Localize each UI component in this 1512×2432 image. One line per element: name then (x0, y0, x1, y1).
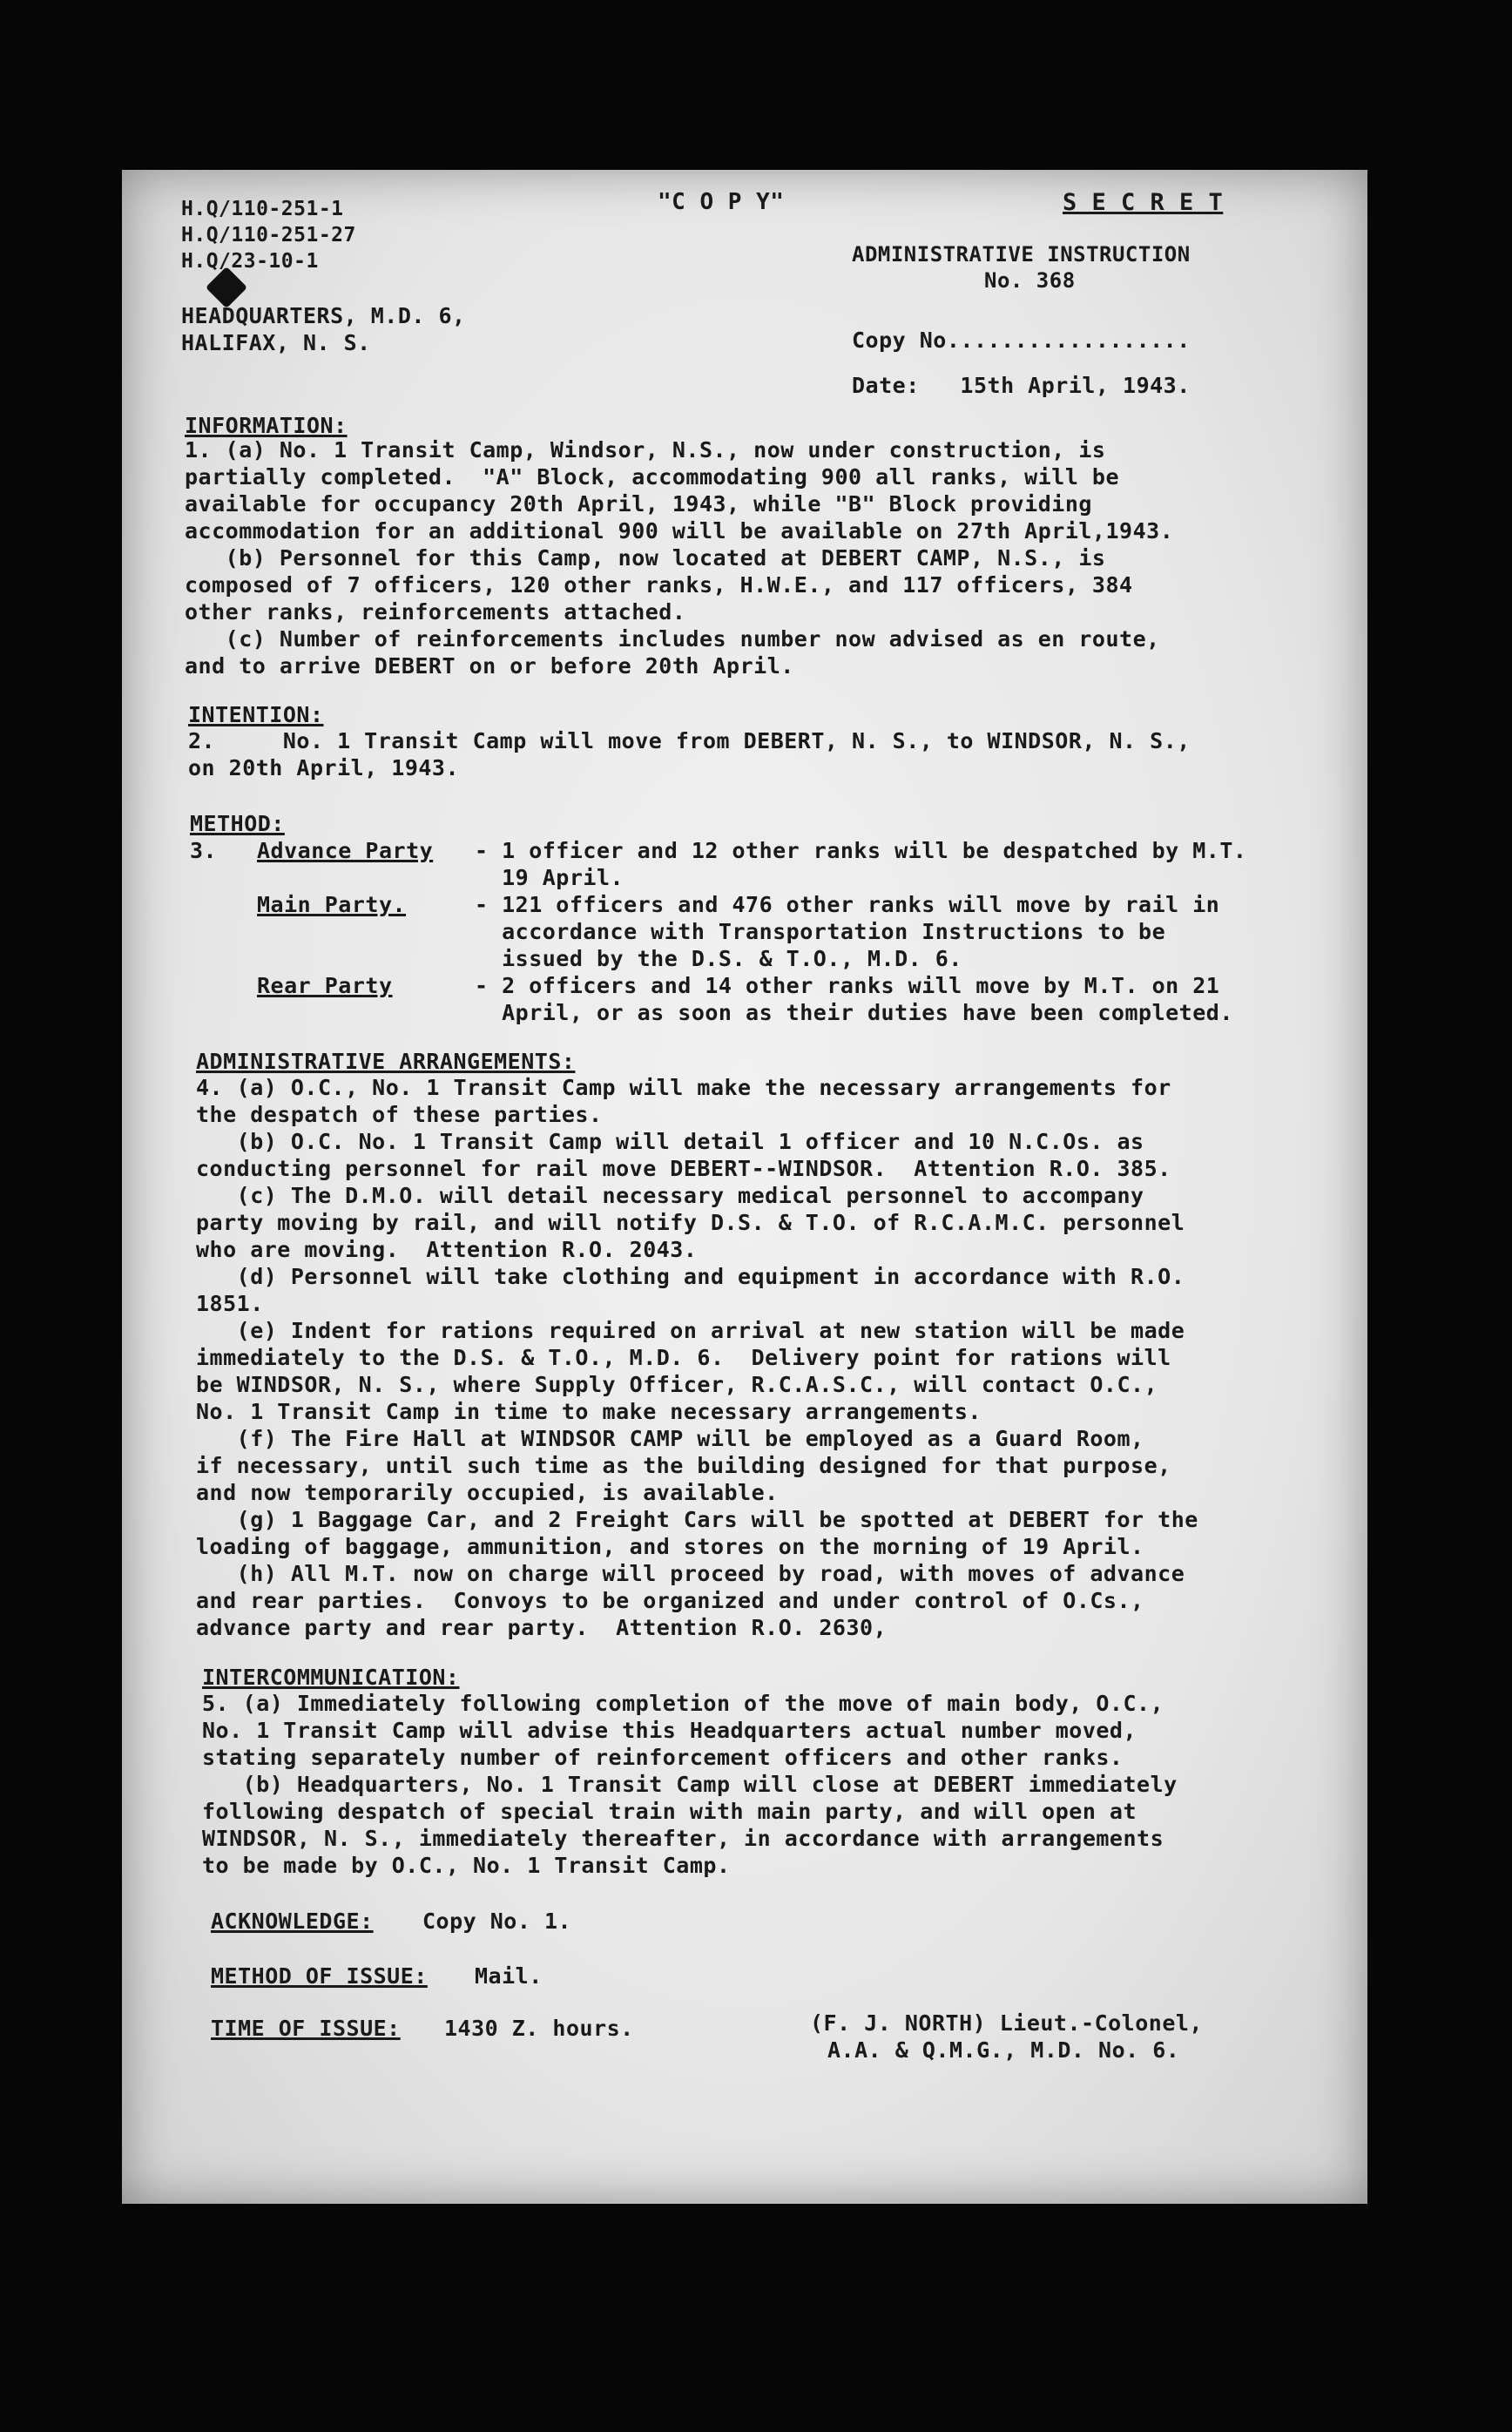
acknowledge-label: ACKNOWLEDGE: (211, 1908, 374, 1934)
admin-line: (h) All M.T. now on charge will proceed by road, with moves of advance (196, 1561, 1185, 1586)
admin-line: (c) The D.M.O. will detail necessary medical personnel to accompany (196, 1183, 1144, 1208)
intercom-line: stating separately number of reinforcement officers and other ranks. (202, 1745, 1124, 1770)
intercom-line: to be made by O.C., No. 1 Transit Camp. (202, 1853, 731, 1878)
signature-line-1: (F. J. NORTH) Lieut.-Colonel, (810, 2010, 1203, 2036)
intercom-line: WINDSOR, N. S., immediately thereafter, in accordance with arrangements (202, 1826, 1164, 1851)
hq-line-1: HEADQUARTERS, M.D. 6, (181, 303, 466, 328)
method-of-issue-label: METHOD OF ISSUE: (211, 1963, 428, 1989)
advance-party-line: - 1 officer and 12 other ranks will be despatched by M.T. (475, 838, 1247, 863)
admin-line: and rear parties. Convoys to be organized and under control of O.Cs., (196, 1588, 1144, 1613)
method-number: 3. (190, 838, 218, 863)
intention-line: on 20th April, 1943. (188, 755, 460, 780)
copy-number: Copy No.................. (852, 328, 1191, 353)
main-party-line: - 121 officers and 476 other ranks will move by rail in (475, 892, 1220, 917)
admin-line: immediately to the D.S. & T.O., M.D. 6. Delivery point for rations will (196, 1345, 1171, 1370)
intercom-line: following despatch of special train with main party, and will open at (202, 1799, 1137, 1824)
rear-party-label: Rear Party (257, 973, 393, 998)
admin-line: (e) Indent for rations required on arrival at new station will be made (196, 1318, 1185, 1343)
admin-line: conducting personnel for rail move DEBERT--WINDSOR. Attention R.O. 385. (196, 1156, 1171, 1181)
information-line: accommodation for an additional 900 will be available on 27th April,1943. (185, 518, 1174, 544)
rear-party-line: - 2 officers and 14 other ranks will move by M.T. on 21 (475, 973, 1220, 998)
information-line: partially completed. "A" Block, accommodating 900 all ranks, will be (185, 464, 1120, 490)
method-of-issue-value: Mail. (475, 1963, 543, 1989)
copy-mark: "C O P Y" (658, 189, 785, 215)
intercom-line: 5. (a) Immediately following completion of the move of main body, O.C., (202, 1691, 1164, 1716)
signature-line-2: A.A. & Q.M.G., M.D. No. 6. (827, 2037, 1180, 2063)
information-line: other ranks, reinforcements attached. (185, 599, 686, 625)
main-party-line: accordance with Transportation Instructions to be (475, 919, 1166, 944)
admin-line: who are moving. Attention R.O. 2043. (196, 1237, 698, 1262)
hq-line-2: HALIFAX, N. S. (181, 330, 371, 355)
file-ref-1: H.Q/110-251-1 (181, 198, 344, 220)
intention-line: 2. No. 1 Transit Camp will move from DEBERT, N. S., to WINDSOR, N. S., (188, 728, 1191, 753)
admin-line: 4. (a) O.C., No. 1 Transit Camp will make the necessary arrangements for (196, 1075, 1171, 1100)
document-date: Date: 15th April, 1943. (852, 373, 1191, 398)
admin-line: 1851. (196, 1291, 264, 1316)
admin-line: advance party and rear party. Attention R.O. 2630, (196, 1615, 888, 1640)
admin-line: the despatch of these parties. (196, 1102, 603, 1127)
intercom-line: (b) Headquarters, No. 1 Transit Camp will close at DEBERT immediately (202, 1772, 1178, 1797)
intention-heading: INTENTION: (188, 702, 324, 727)
admin-line: (g) 1 Baggage Car, and 2 Freight Cars will be spotted at DEBERT for the (196, 1507, 1198, 1532)
admin-heading: ADMINISTRATIVE ARRANGEMENTS: (196, 1049, 576, 1074)
admin-line: be WINDSOR, N. S., where Supply Officer, R.C.A.S.C., will contact O.C., (196, 1372, 1158, 1397)
rear-party-line: April, or as soon as their duties have been completed. (475, 1000, 1233, 1025)
information-line: and to arrive DEBERT on or before 20th April. (185, 653, 794, 679)
classification: S E C R E T (1063, 189, 1224, 216)
file-ref-2: H.Q/110-251-27 (181, 224, 356, 247)
advance-party-label: Advance Party (257, 838, 434, 863)
acknowledge-value: Copy No. 1. (422, 1908, 572, 1934)
information-heading: INFORMATION: (185, 413, 348, 438)
document-page (122, 170, 1367, 2204)
method-heading: METHOD: (190, 811, 285, 836)
main-party-line: issued by the D.S. & T.O., M.D. 6. (475, 946, 962, 971)
file-ref-3: H.Q/23-10-1 (181, 250, 319, 273)
main-party-label: Main Party. (257, 892, 407, 917)
admin-line: loading of baggage, ammunition, and stores on the morning of 19 April. (196, 1534, 1144, 1559)
intercom-line: No. 1 Transit Camp will advise this Headquarters actual number moved, (202, 1718, 1137, 1743)
admin-line: No. 1 Transit Camp in time to make necessary arrangements. (196, 1399, 982, 1424)
admin-line: and now temporarily occupied, is available. (196, 1480, 779, 1505)
information-line: (b) Personnel for this Camp, now located at DEBERT CAMP, N.S., is (185, 545, 1106, 571)
admin-line: (b) O.C. No. 1 Transit Camp will detail 1 officer and 10 N.C.Os. as (196, 1129, 1144, 1154)
admin-line: (f) The Fire Hall at WINDSOR CAMP will be employed as a Guard Room, (196, 1426, 1144, 1451)
instruction-title: ADMINISTRATIVE INSTRUCTION (852, 242, 1191, 267)
admin-line: if necessary, until such time as the building designed for that purpose, (196, 1453, 1171, 1478)
information-line: available for occupancy 20th April, 1943, while "B" Block providing (185, 491, 1092, 517)
information-line: composed of 7 officers, 120 other ranks, H.W.E., and 117 officers, 384 (185, 572, 1133, 598)
advance-party-line: 19 April. (475, 865, 624, 890)
instruction-number: No. 368 (984, 268, 1076, 293)
information-line: (c) Number of reinforcements includes number now advised as en route, (185, 626, 1160, 652)
admin-line: (d) Personnel will take clothing and equipment in accordance with R.O. (196, 1264, 1185, 1289)
admin-line: party moving by rail, and will notify D.S. & T.O. of R.C.A.M.C. personnel (196, 1210, 1185, 1235)
time-of-issue-label: TIME OF ISSUE: (211, 2016, 401, 2041)
information-line: 1. (a) No. 1 Transit Camp, Windsor, N.S., now under construction, is (185, 437, 1106, 463)
intercom-heading: INTERCOMMUNICATION: (202, 1665, 460, 1690)
time-of-issue-value: 1430 Z. hours. (444, 2016, 634, 2041)
